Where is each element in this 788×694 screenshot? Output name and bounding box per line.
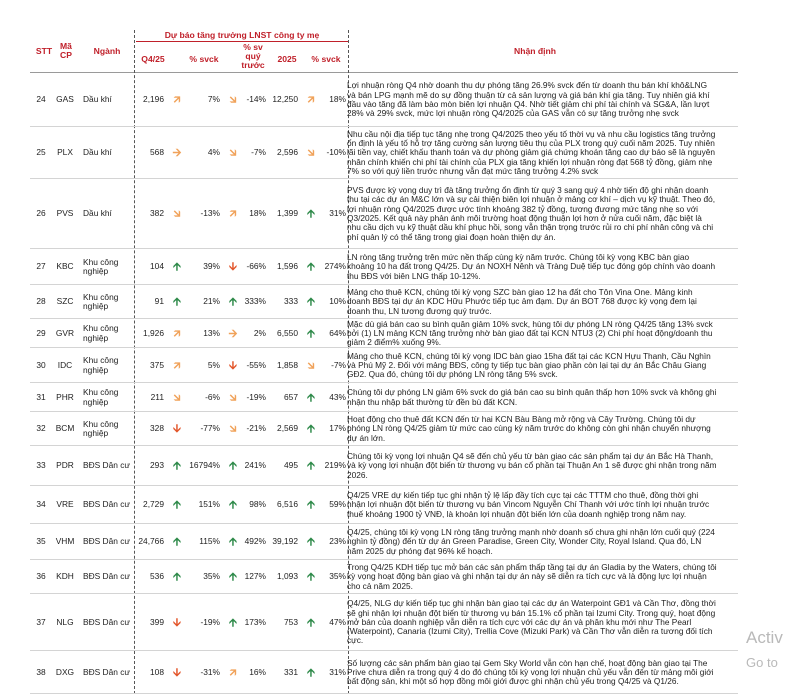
row-arrow-qoq bbox=[226, 524, 240, 560]
row-stt: 31 bbox=[36, 391, 46, 402]
arrow-yoy-q4-icon: 🡪 bbox=[172, 147, 182, 159]
row-arrow-yoy-2025 bbox=[304, 348, 318, 383]
row-ticker: DXG bbox=[55, 666, 75, 677]
arrow-yoy-q4-icon: 🡩 bbox=[173, 571, 181, 583]
activation-watermark: Activ bbox=[746, 628, 783, 647]
row-stt: 32 bbox=[36, 423, 46, 434]
row-arrow-yoy-q4 bbox=[170, 560, 184, 594]
arrow-qoq-icon: 🡮 bbox=[229, 147, 237, 159]
table-row bbox=[0, 446, 788, 486]
header-pct-svck-1: % svck bbox=[189, 54, 219, 64]
header-nhan-dinh: Nhận định bbox=[513, 46, 556, 56]
row-yoy-q4: 7% bbox=[207, 94, 220, 105]
arrow-yoy-q4-icon: 🡫 bbox=[173, 423, 181, 435]
row-qoq: -55% bbox=[246, 359, 266, 370]
arrow-yoy-q4-icon: 🡮 bbox=[173, 391, 181, 404]
row-stt: 27 bbox=[36, 261, 46, 272]
row-qoq: 18% bbox=[249, 208, 266, 219]
row-arrow-qoq bbox=[226, 594, 240, 651]
row-arrow-yoy-2025 bbox=[304, 249, 318, 285]
arrow-yoy-2025-icon: 🡩 bbox=[307, 499, 315, 511]
row-q4-profit: 399 bbox=[150, 616, 164, 627]
row-q4-profit: 2,729 bbox=[143, 499, 164, 510]
arrow-qoq-icon: 🡩 bbox=[229, 616, 237, 629]
arrow-yoy-2025-icon: 🡩 bbox=[307, 327, 315, 340]
row-stt: 30 bbox=[36, 359, 46, 370]
row-qoq: 127% bbox=[244, 571, 266, 582]
table-row bbox=[0, 486, 788, 524]
arrow-yoy-2025-icon: 🡩 bbox=[307, 536, 315, 548]
row-arrow-yoy-2025 bbox=[304, 73, 318, 127]
table-row bbox=[0, 319, 788, 348]
row-q4-profit: 536 bbox=[150, 571, 164, 582]
row-ticker: SZC bbox=[56, 296, 74, 307]
row-arrow-yoy-2025 bbox=[304, 651, 318, 694]
row-arrow-yoy-q4 bbox=[170, 651, 184, 694]
row-commentary: PVS được kỳ vọng duy trì đà tăng trưởng ổn định từ quý 3 sang quý 4 nhờ tiến độ ghi nhận doanh thu tại các dự án M&C lớn và sự cải thiện biên lợi nhuận ở mảng cơ khí – dịch vụ kỹ thuật. Theo đó, lợi nhuận ròng Q4/2025 được ước tính khoảng 382 tỷ đồng, tương đương mức tăng nhẹ so với Q3/2025. Kết quả này phản ánh môi trường hoạt động thuận lợi hơn ở nửa cuối năm, đặc biệt là nhu cầu dịch vụ kỹ thuật dầu khí phục hồi, song vẫn thận trọng trước rủi ro chi phí nhân công và chi phí quản lý có thể tăng trong giai đoạn hoàn thiện dự án. bbox=[347, 185, 716, 242]
row-qoq: -66% bbox=[246, 261, 266, 272]
row-yoy-q4: -6% bbox=[205, 391, 220, 402]
row-sector: Khu công nghiệp bbox=[83, 418, 119, 438]
row-arrow-qoq bbox=[226, 179, 240, 249]
row-stt: 24 bbox=[36, 94, 46, 105]
table-row bbox=[0, 383, 788, 412]
row-q4-profit: 328 bbox=[150, 423, 164, 434]
row-commentary: Q4/25, chúng tôi kỳ vọng LN ròng tăng trưởng mạnh nhờ doanh số chưa ghi nhận lớn cuối quý (224 nghìn tỷ đồng) đến từ dự án Green Paradise, Green City, Wonder City, Royal Island. Qua đó, LN năm 2025 dự phóng đạt 96% kế hoạch. bbox=[347, 527, 715, 556]
row-arrow-qoq bbox=[226, 285, 240, 319]
row-ticker: KBC bbox=[56, 261, 74, 272]
row-sector: Khu công nghiệp bbox=[83, 256, 119, 276]
row-profit-2025: 1,858 bbox=[277, 359, 298, 370]
row-profit-2025: 2,596 bbox=[277, 147, 298, 158]
row-arrow-yoy-q4 bbox=[170, 249, 184, 285]
row-q4-profit: 91 bbox=[154, 296, 164, 307]
arrow-qoq-icon: 🡩 bbox=[229, 499, 237, 511]
row-commentary: Hoạt động cho thuê đất KCN đến từ hai KCN Bàu Bàng mở rộng và Cây Trường. Chúng tôi dự phóng LN ròng Q4/25 giảm từ mức cao cùng kỳ năm trước do không còn ghi nhận chuyển nhượng dự án lớn. bbox=[347, 414, 711, 443]
arrow-qoq-icon: 🡮 bbox=[229, 423, 237, 435]
arrow-yoy-2025-icon: 🡩 bbox=[307, 460, 315, 472]
row-ticker: NLG bbox=[56, 616, 74, 627]
row-profit-2025: 1,399 bbox=[277, 208, 298, 219]
row-sector: Khu công nghiệp bbox=[83, 355, 119, 375]
row-q4-profit: 104 bbox=[150, 261, 164, 272]
row-stt: 35 bbox=[36, 536, 46, 547]
row-sector: BĐS Dân cư bbox=[83, 536, 131, 547]
row-ticker: IDC bbox=[57, 359, 73, 370]
row-yoy-2025: 17% bbox=[329, 423, 346, 434]
row-arrow-yoy-q4 bbox=[170, 285, 184, 319]
arrow-yoy-2025-icon: 🡮 bbox=[307, 359, 315, 372]
row-sector: Dầu khí bbox=[83, 208, 112, 219]
row-arrow-qoq bbox=[226, 412, 240, 446]
row-commentary: Mặc dù giá bán cao su bình quân giảm 10% svck, hùng tôi dự phóng LN ròng Q4/25 tăng 13% svck bởi (1) LN mảng KCN tăng trưởng nhờ bàn giao đất tại KCN NTU3 (2) Chi phí hoạt động/doanh thu giảm 2 điểm% xuống 9%. bbox=[347, 318, 713, 348]
row-profit-2025: 6,550 bbox=[277, 327, 298, 338]
row-stt: 26 bbox=[36, 208, 46, 219]
row-qoq: 2% bbox=[253, 327, 266, 338]
arrow-yoy-q4-icon: 🡩 bbox=[173, 460, 181, 472]
row-ticker: PVS bbox=[56, 208, 74, 219]
row-commentary: Mảng cho thuê KCN, chúng tôi kỳ vọng IDC bàn giao 15ha đất tại các KCN Hựu Thanh, Cầu Nghìn và Phú Mỹ 2. Đối với mảng BĐS, công ty tiếp tục bàn giao phần còn lại tại dự án Bắc Châu Giang GĐ2. Qua đó, chúng tôi dự phóng LN ròng tăng 5% svck. bbox=[347, 350, 711, 380]
row-q4-profit: 293 bbox=[150, 460, 164, 471]
arrow-yoy-q4-icon: 🡭 bbox=[173, 359, 181, 372]
row-sector: BĐS Dân cư bbox=[83, 666, 131, 677]
row-yoy-q4: -13% bbox=[200, 208, 220, 219]
table-row bbox=[0, 73, 788, 127]
row-arrow-yoy-2025 bbox=[304, 179, 318, 249]
row-sector: BĐS Dân cư bbox=[83, 460, 131, 471]
header-pct-sv-quy-truoc: % sv quý trước bbox=[241, 42, 265, 70]
row-stt: 38 bbox=[36, 666, 46, 677]
header-group-underline bbox=[136, 41, 348, 42]
row-profit-2025: 1,596 bbox=[277, 261, 298, 272]
arrow-yoy-q4-icon: 🡫 bbox=[173, 616, 181, 629]
table-row bbox=[0, 249, 788, 285]
row-arrow-qoq bbox=[226, 486, 240, 524]
row-arrow-yoy-2025 bbox=[304, 486, 318, 524]
row-ticker: BCM bbox=[55, 423, 75, 434]
row-commentary: Chúng tôi dự phóng LN giảm 6% svck do giá bán cao su bình quân thấp hơn 10% svck và không ghi nhận thu nhập bất thường từ đền bù đất KCN. bbox=[347, 387, 717, 407]
row-arrow-yoy-2025 bbox=[304, 524, 318, 560]
row-yoy-q4: 21% bbox=[203, 296, 220, 307]
table-row bbox=[0, 179, 788, 249]
row-ticker: PDR bbox=[56, 460, 74, 471]
activation-watermark-sub: Go to bbox=[746, 655, 778, 670]
row-q4-profit: 108 bbox=[150, 666, 164, 677]
row-yoy-2025: 31% bbox=[329, 208, 346, 219]
arrow-yoy-2025-icon: 🡭 bbox=[307, 94, 315, 106]
row-qoq: -19% bbox=[246, 391, 266, 402]
header-group-title: Dự báo tăng trưởng LNST công ty mẹ bbox=[164, 30, 320, 40]
row-sector: BĐS Dân cư bbox=[83, 499, 131, 510]
row-profit-2025: 657 bbox=[284, 391, 298, 402]
row-ticker: KDH bbox=[56, 571, 74, 582]
row-sector: Khu công nghiệp bbox=[83, 323, 119, 343]
header-q4-25: Q4/25 bbox=[141, 54, 165, 64]
row-commentary: Trong Q4/25 KDH tiếp tục mở bán các sản phẩm thấp tầng tại dự án Gladia by the Waters, chúng tôi kỳ vọng hoạt động bàn giao và ghi nhận tại dự án này sẽ diễn ra tích cực và là động lực lợi nhuận cho cả năm 2025. bbox=[347, 562, 717, 591]
row-arrow-qoq bbox=[226, 446, 240, 486]
arrow-qoq-icon: 🡭 bbox=[229, 666, 237, 679]
table-row bbox=[0, 285, 788, 319]
arrow-qoq-icon: 🡮 bbox=[229, 94, 237, 106]
row-sector: Dầu khí bbox=[83, 94, 112, 105]
row-yoy-2025: 219% bbox=[324, 460, 346, 471]
arrow-yoy-2025-icon: 🡩 bbox=[307, 391, 315, 404]
row-commentary: Mảng cho thuê KCN, chúng tôi kỳ vọng SZC bàn giao 12 ha đất cho Tôn Vina One. Mảng kinh doanh BĐS tại dự án KDC Hữu Phước tiếp tục ảm đạm. Dự án BOT 768 được kỳ vọng đem lại doanh thu, LN tương đương quý trước. bbox=[347, 287, 697, 316]
row-yoy-2025: 31% bbox=[329, 666, 346, 677]
row-arrow-yoy-2025 bbox=[304, 412, 318, 446]
row-yoy-q4: 16794% bbox=[189, 460, 220, 471]
row-qoq: 98% bbox=[249, 499, 266, 510]
row-yoy-q4: -19% bbox=[200, 616, 220, 627]
row-qoq: 492% bbox=[244, 536, 266, 547]
row-qoq: 241% bbox=[244, 460, 266, 471]
row-yoy-2025: 43% bbox=[329, 391, 346, 402]
row-ticker: VHM bbox=[55, 536, 75, 547]
row-q4-profit: 1,926 bbox=[143, 327, 164, 338]
row-stt: 33 bbox=[36, 460, 46, 471]
header-pct-svck-2: % svck bbox=[311, 54, 341, 64]
row-arrow-qoq bbox=[226, 73, 240, 127]
row-arrow-yoy-2025 bbox=[304, 594, 318, 651]
row-qoq: 173% bbox=[244, 616, 266, 627]
row-q4-profit: 24,766 bbox=[138, 536, 164, 547]
row-arrow-yoy-2025 bbox=[304, 560, 318, 594]
arrow-qoq-icon: 🡫 bbox=[229, 359, 237, 372]
row-q4-profit: 375 bbox=[150, 359, 164, 370]
row-arrow-yoy-q4 bbox=[170, 179, 184, 249]
row-commentary: Q4/25, NLG dự kiến tiếp tục ghi nhận bàn giao tại các dự án Waterpoint GĐ1 và Cần Thơ, đồng thời sẽ ghi nhận lợi nhuận đột biến từ thương vụ bán 15.1% cổ phần tại Izumi City. Trong quý, hoạt động mở bán của doanh nghiệp vẫn diễn ra tích cực với các dự án và phân khu mới như The Pearl (Waterpoint), Canaria (Izumi City), Trellia Cove (Mizuki Park) và Cần Thơ vẫn diễn ra tương đối tích cực. bbox=[347, 598, 716, 646]
row-sector: Khu công nghiệp bbox=[83, 387, 119, 407]
row-profit-2025: 2,569 bbox=[277, 423, 298, 434]
header-nganh: Ngành bbox=[93, 46, 121, 56]
row-qoq: -7% bbox=[251, 147, 266, 158]
arrow-qoq-icon: 🡮 bbox=[229, 391, 237, 404]
row-q4-profit: 568 bbox=[150, 147, 164, 158]
row-yoy-2025: -10% bbox=[326, 147, 346, 158]
row-arrow-yoy-q4 bbox=[170, 73, 184, 127]
row-arrow-qoq bbox=[226, 249, 240, 285]
row-arrow-yoy-q4 bbox=[170, 383, 184, 412]
row-ticker: PLX bbox=[57, 147, 73, 158]
row-yoy-2025: 23% bbox=[329, 536, 346, 547]
row-commentary: Q4/25 VRE dự kiến tiếp tục ghi nhận tỷ lệ lấp đầy tích cực tại các TTTM cho thuê, đồng thời ghi nhận lợi nhuận đột biến từ thương vụ bán Vincom Nguyễn Chí Thanh với ước tính lợi nhuận trước thuế khoảng 1900 tỷ VNĐ, là khoản lợi nhuận đột biến lớn của doanh nghiệp trong năm nay. bbox=[347, 490, 710, 519]
row-yoy-2025: 10% bbox=[329, 296, 346, 307]
row-ticker: GVR bbox=[55, 327, 75, 338]
row-yoy-q4: 151% bbox=[198, 499, 220, 510]
arrow-yoy-q4-icon: 🡩 bbox=[173, 261, 181, 273]
table-row bbox=[0, 524, 788, 560]
row-yoy-q4: 39% bbox=[203, 261, 220, 272]
row-arrow-yoy-2025 bbox=[304, 285, 318, 319]
row-yoy-q4: 13% bbox=[203, 327, 220, 338]
table-row bbox=[0, 412, 788, 446]
row-arrow-yoy-q4 bbox=[170, 524, 184, 560]
arrow-qoq-icon: 🡫 bbox=[229, 261, 237, 273]
row-profit-2025: 39,192 bbox=[272, 536, 298, 547]
header-2025: 2025 bbox=[277, 54, 297, 64]
table-header bbox=[0, 0, 788, 72]
row-sector: Dầu khí bbox=[83, 147, 112, 158]
row-profit-2025: 1,093 bbox=[277, 571, 298, 582]
row-qoq: 16% bbox=[249, 666, 266, 677]
header-stt: STT bbox=[35, 46, 53, 56]
row-arrow-yoy-q4 bbox=[170, 319, 184, 348]
row-arrow-yoy-q4 bbox=[170, 594, 184, 651]
row-arrow-yoy-2025 bbox=[304, 127, 318, 179]
row-arrow-qoq bbox=[226, 319, 240, 348]
row-sector: BĐS Dân cư bbox=[83, 616, 131, 627]
row-yoy-q4: 5% bbox=[207, 359, 220, 370]
row-stt: 28 bbox=[36, 296, 46, 307]
row-qoq: 333% bbox=[244, 296, 266, 307]
row-yoy-2025: -7% bbox=[331, 359, 346, 370]
row-yoy-2025: 59% bbox=[329, 499, 346, 510]
arrow-yoy-2025-icon: 🡮 bbox=[307, 147, 315, 159]
row-ticker: GAS bbox=[56, 94, 74, 105]
arrow-yoy-2025-icon: 🡩 bbox=[307, 208, 315, 220]
arrow-yoy-2025-icon: 🡩 bbox=[307, 616, 315, 629]
row-profit-2025: 6,516 bbox=[277, 499, 298, 510]
row-ticker: VRE bbox=[56, 499, 74, 510]
row-arrow-yoy-q4 bbox=[170, 446, 184, 486]
arrow-yoy-q4-icon: 🡮 bbox=[173, 208, 181, 220]
row-arrow-yoy-q4 bbox=[170, 127, 184, 179]
table-row bbox=[0, 594, 788, 651]
row-arrow-qoq bbox=[226, 348, 240, 383]
arrow-yoy-2025-icon: 🡩 bbox=[307, 666, 315, 679]
row-commentary: LN ròng tăng trưởng trên mức nền thấp cùng kỳ năm trước. Chúng tôi kỳ vọng KBC bàn giao khoảng 10 ha đất trong Q4/25. Dự án NOXH Nênh và Tràng Duệ tiếp tục đóng góp chính vào doanh thu BĐS với biên LNG thấp 10-12%. bbox=[347, 252, 716, 281]
row-yoy-q4: -31% bbox=[200, 666, 220, 677]
row-yoy-q4: -77% bbox=[200, 423, 220, 434]
row-qoq: -21% bbox=[246, 423, 266, 434]
row-commentary: Nhu cầu nội địa tiếp tục tăng nhẹ trong Q4/2025 theo yếu tố thời vụ và nhu cầu logistics tăng trưởng ổn định là yếu tố hỗ trợ tăng cường sản lượng tiêu thụ của PLX trong quý cuối năm 2025. Tuy nhiên lãi tiền vay, chiết khấu thanh toán và dự phòng giảm giá chứng khoán tăng cao dự báo sẽ là nguyên nhân chính khiến chi phí tài chính của PLX gia tăng khiến lợi nhuận ròng đạt 568 tỷ đồng, giảm nhẹ 7% so với quý liền trước nhưng vẫn đạt mức tăng trưởng 4.2% svck bbox=[347, 128, 716, 176]
row-yoy-2025: 18% bbox=[329, 94, 346, 105]
arrow-yoy-q4-icon: 🡩 bbox=[173, 536, 181, 548]
row-yoy-q4: 115% bbox=[199, 536, 220, 547]
arrow-yoy-q4-icon: 🡭 bbox=[173, 327, 181, 340]
row-yoy-2025: 35% bbox=[329, 571, 346, 582]
row-q4-profit: 211 bbox=[150, 391, 164, 402]
arrow-qoq-icon: 🡩 bbox=[229, 536, 237, 548]
row-arrow-yoy-q4 bbox=[170, 348, 184, 383]
row-yoy-q4: 4% bbox=[207, 147, 220, 158]
row-profit-2025: 333 bbox=[284, 296, 298, 307]
table-row bbox=[0, 348, 788, 383]
row-arrow-yoy-2025 bbox=[304, 383, 318, 412]
row-arrow-yoy-2025 bbox=[304, 319, 318, 348]
table-row bbox=[0, 560, 788, 594]
row-ticker: PHR bbox=[56, 391, 74, 402]
row-arrow-yoy-q4 bbox=[170, 412, 184, 446]
row-sector: BĐS Dân cư bbox=[83, 571, 131, 582]
row-sector: Khu công nghiệp bbox=[83, 291, 119, 311]
arrow-yoy-q4-icon: 🡩 bbox=[173, 296, 181, 308]
row-arrow-qoq bbox=[226, 651, 240, 694]
row-arrow-qoq bbox=[226, 127, 240, 179]
arrow-qoq-icon: 🡭 bbox=[229, 208, 237, 220]
arrow-yoy-2025-icon: 🡩 bbox=[307, 296, 315, 308]
arrow-yoy-2025-icon: 🡩 bbox=[307, 423, 315, 435]
table-row bbox=[0, 127, 788, 179]
row-profit-2025: 331 bbox=[284, 666, 298, 677]
arrow-yoy-2025-icon: 🡩 bbox=[307, 571, 315, 583]
row-yoy-2025: 64% bbox=[329, 327, 346, 338]
row-yoy-2025: 274% bbox=[324, 261, 346, 272]
arrow-yoy-q4-icon: 🡭 bbox=[173, 94, 181, 106]
arrow-yoy-2025-icon: 🡩 bbox=[307, 261, 315, 273]
row-stt: 36 bbox=[36, 571, 46, 582]
arrow-qoq-icon: 🡩 bbox=[229, 296, 237, 308]
row-arrow-yoy-q4 bbox=[170, 486, 184, 524]
row-arrow-qoq bbox=[226, 383, 240, 412]
table-row bbox=[0, 651, 788, 694]
arrow-yoy-q4-icon: 🡫 bbox=[173, 666, 181, 679]
arrow-yoy-q4-icon: 🡩 bbox=[173, 499, 181, 511]
row-commentary: Lợi nhuận ròng Q4 nhờ doanh thu dự phóng tăng 26.9% svck đến từ doanh thu bán khí khô&LNG và bán LPG mạnh mẽ do sự đồng thuận từ cả sản lượng và giá bán khí gia tăng. Tuy nhiên giá khí đầu vào tăng đã làm bào mòn biên lợi nhuận Q4. Nhờ tiết giảm chi phí tài chính và SG&A, lần lượt 28% và 29% svck, mức lợi nhuận ròng Q4/2025 của GAS vẫn có sự tăng trưởng nhẹ svck bbox=[347, 80, 710, 119]
row-profit-2025: 12,250 bbox=[272, 94, 298, 105]
row-stt: 25 bbox=[36, 147, 46, 158]
arrow-qoq-icon: 🡩 bbox=[229, 460, 237, 472]
arrow-qoq-icon: 🡪 bbox=[228, 327, 238, 340]
row-stt: 37 bbox=[36, 616, 46, 627]
row-q4-profit: 382 bbox=[150, 208, 164, 219]
row-yoy-q4: 35% bbox=[203, 571, 220, 582]
row-stt: 34 bbox=[36, 499, 46, 510]
row-stt: 29 bbox=[36, 327, 46, 338]
row-arrow-qoq bbox=[226, 560, 240, 594]
row-arrow-yoy-2025 bbox=[304, 446, 318, 486]
row-commentary: Chúng tôi kỳ vọng lợi nhuận Q4 sẽ đến chủ yếu từ bàn giao các sản phẩm tại dự án Bắc Hà Thanh, và kỳ vọng lợi nhuận đột biến từ thương vụ bán cổ phần tại Thuận An 1 sẽ được ghi nhận trong năm 2026. bbox=[347, 451, 717, 480]
row-q4-profit: 2,196 bbox=[143, 94, 164, 105]
row-yoy-2025: 47% bbox=[329, 616, 346, 627]
row-commentary: Số lượng các sản phẩm bàn giao tại Gem Sky World vẫn còn hạn chế, hoạt động bàn giao tại The Prive chưa diễn ra trong quý 4 do đó chúng tôi kỳ vọng lợi nhuận chủ yếu vẫn đến từ mảng môi giới bất động sản, khi một số hợp đồng môi giới được ghi nhận chủ yếu trong Q4/25 và Q1/26. bbox=[347, 657, 714, 687]
row-profit-2025: 495 bbox=[284, 460, 298, 471]
row-profit-2025: 753 bbox=[284, 616, 298, 627]
header-ma-cp: Mã CP bbox=[60, 41, 72, 60]
arrow-qoq-icon: 🡩 bbox=[229, 571, 237, 583]
row-qoq: -14% bbox=[246, 94, 266, 105]
